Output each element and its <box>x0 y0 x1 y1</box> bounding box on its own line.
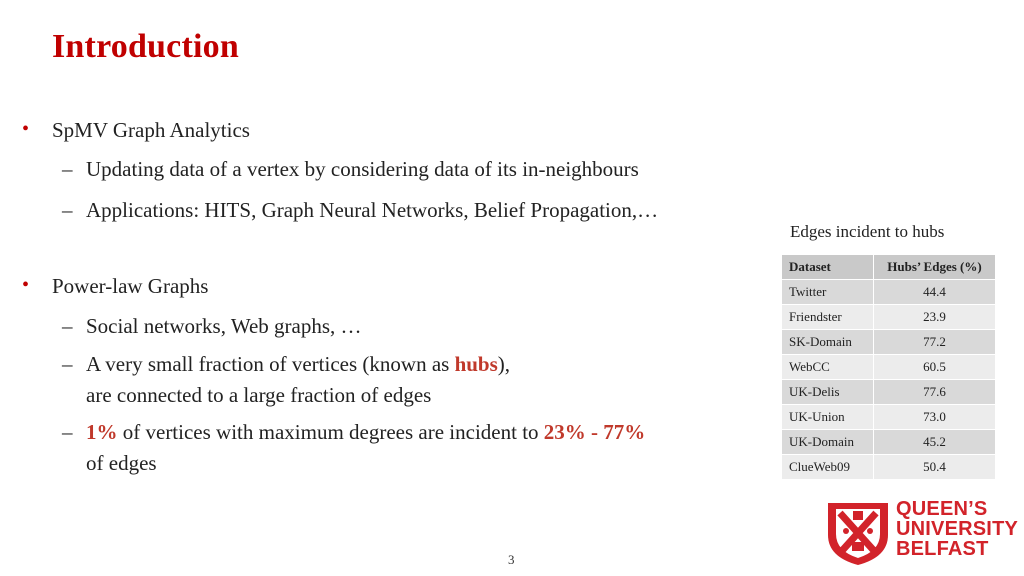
sub-bullet-text <box>86 417 645 479</box>
dash-marker: – <box>62 420 73 444</box>
table-row <box>782 280 996 305</box>
cell-dataset: UK-Delis <box>782 380 874 405</box>
cell-value: 73.0 <box>874 405 996 430</box>
sub-bullet-text: Updating data of a vertex by considering data of its in-neighbours <box>86 157 639 181</box>
table-row <box>782 330 996 355</box>
text-segment: of vertices with maximum degrees are incident to <box>117 420 544 444</box>
bullet-heading: SpMV Graph Analytics <box>52 118 250 142</box>
cell-value: 23.9 <box>874 305 996 330</box>
table-row <box>782 405 996 430</box>
table-caption: Edges incident to hubs <box>790 222 945 241</box>
cell-dataset: SK-Domain <box>782 330 874 355</box>
table-header-row <box>782 255 996 280</box>
cell-dataset: UK-Union <box>782 405 874 430</box>
slide-title: Introduction <box>52 28 239 65</box>
cell-dataset: ClueWeb09 <box>782 455 874 480</box>
text-segment: ), <box>497 352 511 376</box>
bullet-dot-icon: • <box>22 118 30 140</box>
table-row <box>782 455 996 480</box>
hubs-edges-table <box>781 254 996 480</box>
cell-value: 77.2 <box>874 330 996 355</box>
cell-value: 60.5 <box>874 355 996 380</box>
cell-value: 50.4 <box>874 455 996 480</box>
text-segment: are connected to a large fraction of edges <box>86 383 432 407</box>
highlight-range: 23% - 77% <box>543 420 646 444</box>
table-row <box>782 380 996 405</box>
sub-bullet-text: Social networks, Web graphs, … <box>86 314 362 338</box>
table-row <box>782 430 996 455</box>
wordmark-line: BELFAST <box>896 538 989 560</box>
dash-marker: – <box>62 198 73 222</box>
header-dataset: Dataset <box>782 255 874 280</box>
dash-marker: – <box>62 314 73 338</box>
sub-bullet-text: Applications: HITS, Graph Neural Networks, Belief Propagation,… <box>86 198 659 222</box>
wordmark-line: QUEEN’S <box>896 498 988 520</box>
dash-marker: – <box>62 352 73 376</box>
dash-marker: – <box>62 157 73 181</box>
bullet-heading: Power-law Graphs <box>52 274 209 298</box>
text-segment: A very small fraction of vertices (known as <box>86 352 455 376</box>
table-row <box>782 355 996 380</box>
cell-dataset: UK-Domain <box>782 430 874 455</box>
cell-dataset: Twitter <box>782 280 874 305</box>
bullet-dot-icon: • <box>22 274 30 296</box>
cell-dataset: Friendster <box>782 305 874 330</box>
page-number: 3 <box>508 552 515 567</box>
table-row <box>782 305 996 330</box>
sub-bullet-text <box>86 349 510 411</box>
cell-dataset: WebCC <box>782 355 874 380</box>
text-segment: of edges <box>86 451 157 475</box>
cell-value: 77.6 <box>874 380 996 405</box>
university-wordmark <box>896 499 1018 559</box>
cell-value: 44.4 <box>874 280 996 305</box>
header-hubs-edges: Hubs’ Edges (%) <box>874 255 996 280</box>
highlight-hubs: hubs <box>454 352 498 376</box>
wordmark-line: UNIVERSITY <box>896 518 1019 540</box>
highlight-1-percent: 1% <box>86 420 118 444</box>
cell-value: 45.2 <box>874 430 996 455</box>
